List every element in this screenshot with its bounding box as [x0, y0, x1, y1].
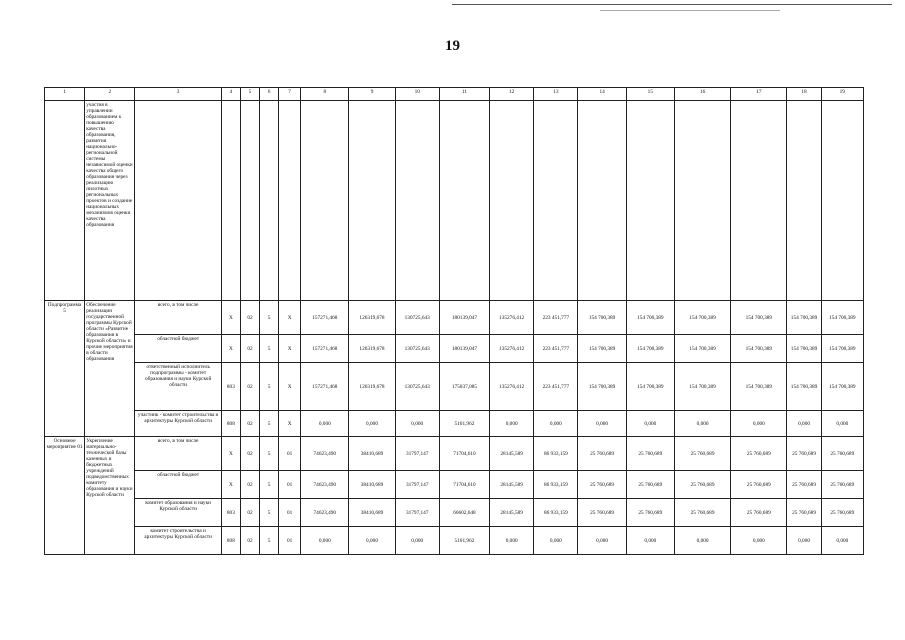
header-col-19: 19	[821, 88, 863, 101]
value-col-16: 154 700,389	[674, 363, 730, 411]
sub5-title: Обеспечение реализации государственной программы Курской области «Развитие образования в Курской области» и прочие мероприятия в области образования	[85, 301, 135, 437]
value-col-9: 38410,689	[349, 437, 395, 471]
header-col-12: 12	[490, 88, 534, 101]
header-col-8: 8	[301, 88, 349, 101]
value-col-16: 0,000	[674, 411, 730, 437]
value-col-15: 25 760,689	[626, 471, 674, 499]
value-col-13: 223 451,777	[534, 363, 578, 411]
value-col-17: 154 700,389	[731, 301, 787, 335]
value-col-11: 5101,962	[439, 411, 489, 437]
code-c6: 5	[260, 363, 279, 411]
value-col-15: 154 700,389	[626, 301, 674, 335]
value-col-19: 0,000	[821, 411, 863, 437]
value-col-9: 38410,689	[349, 499, 395, 527]
value-col-18: 154 700,389	[787, 335, 821, 363]
intro-cell-1	[45, 101, 85, 301]
value-col-14: 25 760,689	[578, 471, 626, 499]
value-col-8: 157271,468	[301, 301, 349, 335]
code-c7: 01	[279, 527, 301, 555]
code-c7: 01	[279, 471, 301, 499]
main01-row	[45, 527, 864, 555]
header-col-15: 15	[626, 88, 674, 101]
code-c4: 803	[221, 499, 240, 527]
value-col-13: 86 933,159	[534, 471, 578, 499]
value-col-17: 154 700,389	[731, 335, 787, 363]
value-col-12: 135276,412	[490, 335, 534, 363]
top-rule	[452, 4, 892, 5]
value-col-18: 154 700,389	[787, 363, 821, 411]
header-col-17: 17	[731, 88, 787, 101]
value-col-19: 0,000	[821, 527, 863, 555]
value-col-14: 25 760,689	[578, 499, 626, 527]
code-c5: 02	[240, 527, 259, 555]
main01-code: Основное мероприятие 01	[45, 437, 85, 555]
page-number: 19	[445, 38, 460, 54]
value-col-18: 25 760,689	[787, 499, 821, 527]
header-col-10: 10	[395, 88, 439, 101]
value-col-14: 25 760,689	[578, 437, 626, 471]
main01-title: Укрепление материально-технической базы казенных и бюджетных учреждений подведомственных комитету образования и науки Курской области	[85, 437, 135, 555]
sub5-row	[45, 363, 864, 411]
code-c5: 02	[240, 335, 259, 363]
code-c7: X	[279, 335, 301, 363]
value-col-10: 31797,147	[395, 437, 439, 471]
value-col-8: 74623,490	[301, 499, 349, 527]
header-col-7: 7	[279, 88, 301, 101]
value-col-14: 154 700,389	[578, 335, 626, 363]
code-c6: 5	[260, 471, 279, 499]
value-col-9: 126319,678	[349, 301, 395, 335]
value-col-18: 25 760,689	[787, 471, 821, 499]
main01-row	[45, 471, 864, 499]
code-c6: 5	[260, 411, 279, 437]
value-col-14: 0,000	[578, 411, 626, 437]
value-col-8: 157271,468	[301, 335, 349, 363]
value-col-14: 0,000	[578, 527, 626, 555]
funding-source: всего, в том числе	[135, 437, 221, 471]
code-c6: 5	[260, 499, 279, 527]
code-c4: X	[221, 437, 240, 471]
value-col-19: 25 760,689	[821, 471, 863, 499]
funding-source: областной бюджет	[135, 335, 221, 363]
header-col-3: 3	[135, 88, 221, 101]
code-c5: 02	[240, 437, 259, 471]
funding-source: ответственный исполнитель подпрограммы - комитет образования и науки Курской области	[135, 363, 221, 411]
value-col-11: 180139,047	[439, 335, 489, 363]
funding-source: областной бюджет	[135, 471, 221, 499]
code-c4: X	[221, 335, 240, 363]
value-col-15: 25 760,689	[626, 437, 674, 471]
budget-table	[44, 87, 864, 555]
main01-row	[45, 499, 864, 527]
code-c5: 02	[240, 411, 259, 437]
code-c5: 02	[240, 499, 259, 527]
value-col-13: 223 451,777	[534, 335, 578, 363]
header-col-13: 13	[534, 88, 578, 101]
value-col-10: 130725,643	[395, 301, 439, 335]
code-c7: X	[279, 301, 301, 335]
value-col-17: 25 760,689	[731, 471, 787, 499]
code-c6: 5	[260, 437, 279, 471]
value-col-12: 135276,412	[490, 363, 534, 411]
value-col-12: 28145,589	[490, 471, 534, 499]
code-c4: 803	[221, 363, 240, 411]
value-col-18: 25 760,689	[787, 437, 821, 471]
value-col-16: 25 760,689	[674, 471, 730, 499]
header-col-4: 4	[221, 88, 240, 101]
intro-row	[45, 101, 864, 301]
value-col-9: 126319,678	[349, 335, 395, 363]
code-c4: 808	[221, 411, 240, 437]
code-c5: 02	[240, 471, 259, 499]
value-col-16: 25 760,689	[674, 437, 730, 471]
value-col-13: 0,000	[534, 527, 578, 555]
value-col-16: 154 700,389	[674, 335, 730, 363]
header-col-14: 14	[578, 88, 626, 101]
value-col-12: 28145,589	[490, 499, 534, 527]
value-col-8: 0,000	[301, 411, 349, 437]
header-col-2: 2	[85, 88, 135, 101]
value-col-10: 130725,643	[395, 335, 439, 363]
value-col-15: 25 760,689	[626, 499, 674, 527]
code-c6: 5	[260, 527, 279, 555]
value-col-8: 74623,490	[301, 437, 349, 471]
value-col-16: 0,000	[674, 527, 730, 555]
code-c7: 01	[279, 437, 301, 471]
value-col-17: 25 760,689	[731, 499, 787, 527]
value-col-12: 0,000	[490, 411, 534, 437]
code-c4: 808	[221, 527, 240, 555]
header-col-6: 6	[260, 88, 279, 101]
funding-source: всего, в том числе	[135, 301, 221, 335]
value-col-13: 223 451,777	[534, 301, 578, 335]
sub5-row	[45, 411, 864, 437]
funding-source: участник - комитет строительства и архитектуры Курской области	[135, 411, 221, 437]
value-col-11: 175037,085	[439, 363, 489, 411]
code-c5: 02	[240, 363, 259, 411]
value-col-13: 86 933,159	[534, 437, 578, 471]
value-col-14: 154 700,389	[578, 363, 626, 411]
code-c6: 5	[260, 335, 279, 363]
code-c4: X	[221, 471, 240, 499]
header-row	[45, 88, 864, 101]
value-col-14: 154 700,389	[578, 301, 626, 335]
value-col-11: 71704,610	[439, 471, 489, 499]
code-c6: 5	[260, 301, 279, 335]
value-col-12: 28145,589	[490, 437, 534, 471]
sub5-row	[45, 335, 864, 363]
value-col-8: 74623,490	[301, 471, 349, 499]
top-rule-short	[600, 10, 780, 11]
value-col-19: 25 760,689	[821, 437, 863, 471]
value-col-9: 126319,678	[349, 363, 395, 411]
value-col-18: 0,000	[787, 411, 821, 437]
code-c7: X	[279, 411, 301, 437]
value-col-11: 66602,648	[439, 499, 489, 527]
value-col-17: 154 700,389	[731, 363, 787, 411]
value-col-16: 25 760,689	[674, 499, 730, 527]
value-col-8: 0,000	[301, 527, 349, 555]
value-col-15: 0,000	[626, 411, 674, 437]
value-col-19: 154 700,389	[821, 301, 863, 335]
header-col-1: 1	[45, 88, 85, 101]
value-col-17: 25 760,689	[731, 437, 787, 471]
value-col-9: 0,000	[349, 527, 395, 555]
sub5-row	[45, 301, 864, 335]
header-col-9: 9	[349, 88, 395, 101]
value-col-10: 130725,643	[395, 363, 439, 411]
header-col-5: 5	[240, 88, 259, 101]
header-col-16: 16	[674, 88, 730, 101]
value-col-10: 31797,147	[395, 499, 439, 527]
code-c5: 02	[240, 301, 259, 335]
value-col-8: 157271,468	[301, 363, 349, 411]
value-col-12: 135276,412	[490, 301, 534, 335]
value-col-9: 38410,689	[349, 471, 395, 499]
value-col-18: 0,000	[787, 527, 821, 555]
header-col-18: 18	[787, 88, 821, 101]
value-col-12: 0,000	[490, 527, 534, 555]
main01-row	[45, 437, 864, 471]
value-col-19: 25 760,689	[821, 499, 863, 527]
funding-source: комитет строительства и архитектуры Курской области	[135, 527, 221, 555]
value-col-11: 180139,047	[439, 301, 489, 335]
value-col-13: 86 933,159	[534, 499, 578, 527]
intro-description: участия в управлении образованием к повышению качества образования, развития национально-региональной системы независимой оценки качества общего образования через реализацию пилотных региональных проектов и создание национальных механизмов оценки качества образования	[85, 101, 135, 301]
value-col-15: 0,000	[626, 527, 674, 555]
value-col-17: 0,000	[731, 527, 787, 555]
code-c7: 01	[279, 499, 301, 527]
header-col-11: 11	[439, 88, 489, 101]
value-col-19: 154 700,389	[821, 363, 863, 411]
value-col-16: 154 700,389	[674, 301, 730, 335]
value-col-15: 154 700,389	[626, 363, 674, 411]
value-col-15: 154 700,389	[626, 335, 674, 363]
value-col-10: 31797,147	[395, 471, 439, 499]
value-col-9: 0,000	[349, 411, 395, 437]
value-col-18: 154 700,389	[787, 301, 821, 335]
code-c4: X	[221, 301, 240, 335]
value-col-10: 0,000	[395, 527, 439, 555]
sub5-code: Подпрограмма 5	[45, 301, 85, 437]
code-c7: X	[279, 363, 301, 411]
value-col-11: 71704,610	[439, 437, 489, 471]
value-col-11: 5101,962	[439, 527, 489, 555]
value-col-10: 0,000	[395, 411, 439, 437]
value-col-13: 0,000	[534, 411, 578, 437]
value-col-17: 0,000	[731, 411, 787, 437]
value-col-19: 154 700,389	[821, 335, 863, 363]
funding-source: комитет образования и науки Курской области	[135, 499, 221, 527]
